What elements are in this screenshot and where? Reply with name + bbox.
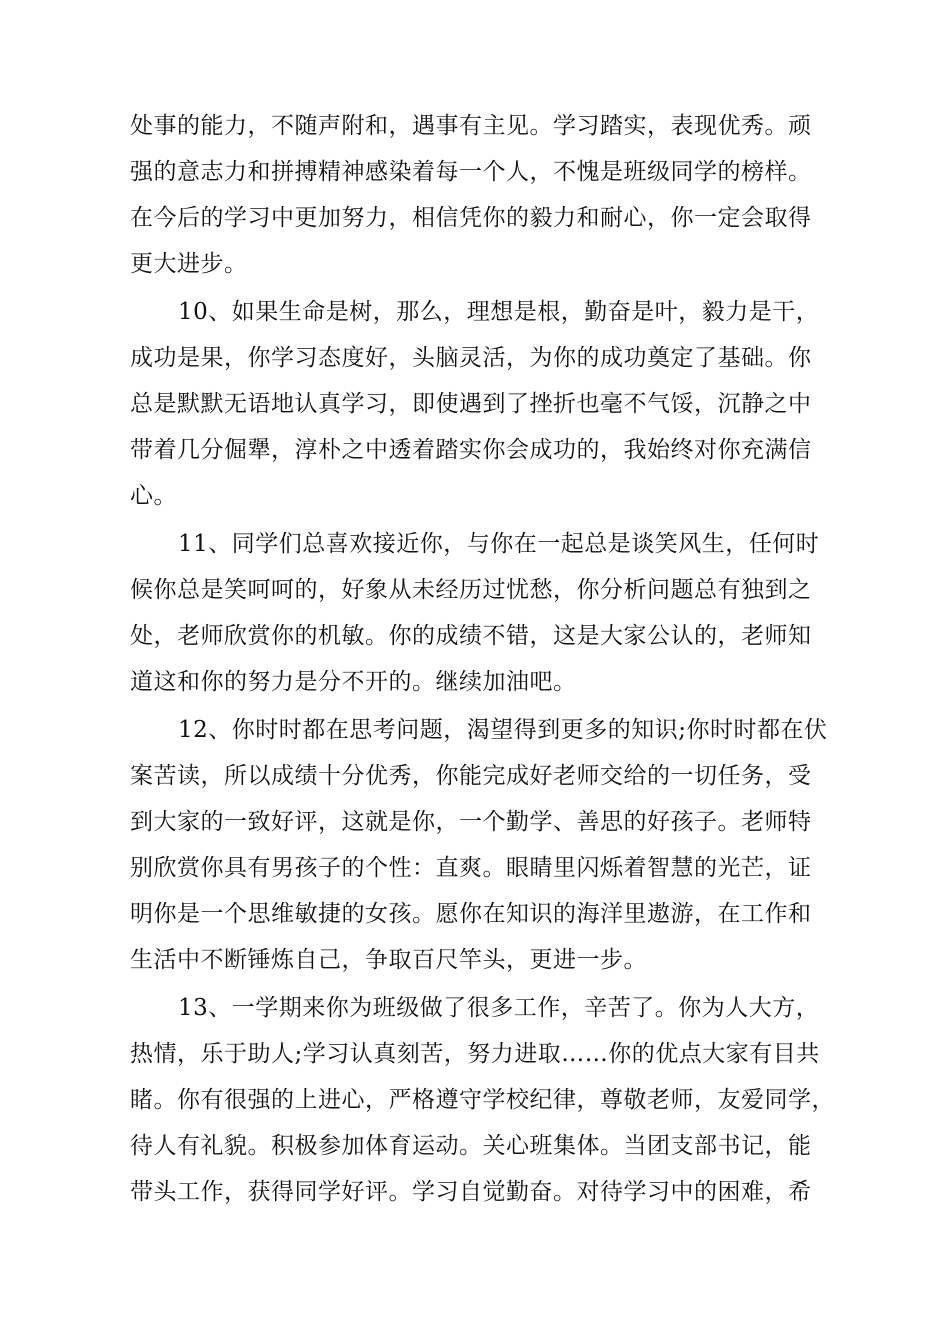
text-line: 别欣赏你具有男孩子的个性：直爽。眼睛里闪烁着智慧的光芒，证 bbox=[130, 855, 812, 881]
text-line: 心。 bbox=[130, 483, 177, 509]
text-line: 道这和你的努力是分不开的。继续加油吧。 bbox=[130, 669, 577, 695]
text-line: 生活中不断锤炼自己，争取百尺竿头，更进一步。 bbox=[130, 947, 647, 973]
paragraph-first-line: 12、你时时都在思考问题，渴望得到更多的知识;你时时都在伏 bbox=[178, 717, 828, 743]
paragraph-first-line: 13、一学期来你为班级做了很多工作，辛苦了。你为人大方， bbox=[178, 995, 820, 1021]
text-line: 待人有礼貌。积极参加体育运动。关心班集体。当团支部书记，能 bbox=[130, 1133, 812, 1159]
text-line: 更大进步。 bbox=[130, 251, 248, 277]
text-line: 成功是果，你学习态度好，头脑灵活，为你的成功奠定了基础。你 bbox=[130, 345, 812, 371]
text-line: 总是默默无语地认真学习，即使遇到了挫折也毫不气馁，沉静之中 bbox=[130, 391, 812, 417]
paragraph-first-line: 11、同学们总喜欢接近你，与你在一起总是谈笑风生，任何时 bbox=[178, 531, 820, 557]
text-line: 明你是一个思维敏捷的女孩。愿你在知识的海洋里遨游，在工作和 bbox=[130, 901, 812, 927]
text-line: 案苦读，所以成绩十分优秀，你能完成好老师交给的一切任务，受 bbox=[130, 763, 812, 789]
text-line: 处事的能力，不随声附和，遇事有主见。学习踏实，表现优秀。顽 bbox=[130, 113, 812, 139]
text-line: 处，老师欣赏你的机敏。你的成绩不错，这是大家公认的，老师知 bbox=[130, 623, 812, 649]
text-line: 在今后的学习中更加努力，相信凭你的毅力和耐心，你一定会取得 bbox=[130, 205, 812, 231]
text-line: 带着几分倔犟，淳朴之中透着踏实你会成功的，我始终对你充满信 bbox=[130, 437, 812, 463]
text-line: 候你总是笑呵呵的，好象从未经历过忧愁，你分析问题总有独到之 bbox=[130, 577, 812, 603]
text-line: 到大家的一致好评，这就是你，一个勤学、善思的好孩子。老师特 bbox=[130, 809, 812, 835]
text-line: 热情，乐于助人;学习认真刻苦，努力进取……你的优点大家有目共 bbox=[130, 1041, 820, 1067]
text-line: 睹。你有很强的上进心，严格遵守学校纪律，尊敬老师，友爱同学， bbox=[130, 1087, 835, 1113]
paragraph-first-line: 10、如果生命是树，那么，理想是根，勤奋是叶，毅力是干， bbox=[178, 299, 820, 325]
text-line: 强的意志力和拼搏精神感染着每一个人，不愧是班级同学的榜样。 bbox=[130, 159, 812, 185]
text-line: 带头工作，获得同学好评。学习自觉勤奋。对待学习中的困难，希 bbox=[130, 1179, 812, 1205]
